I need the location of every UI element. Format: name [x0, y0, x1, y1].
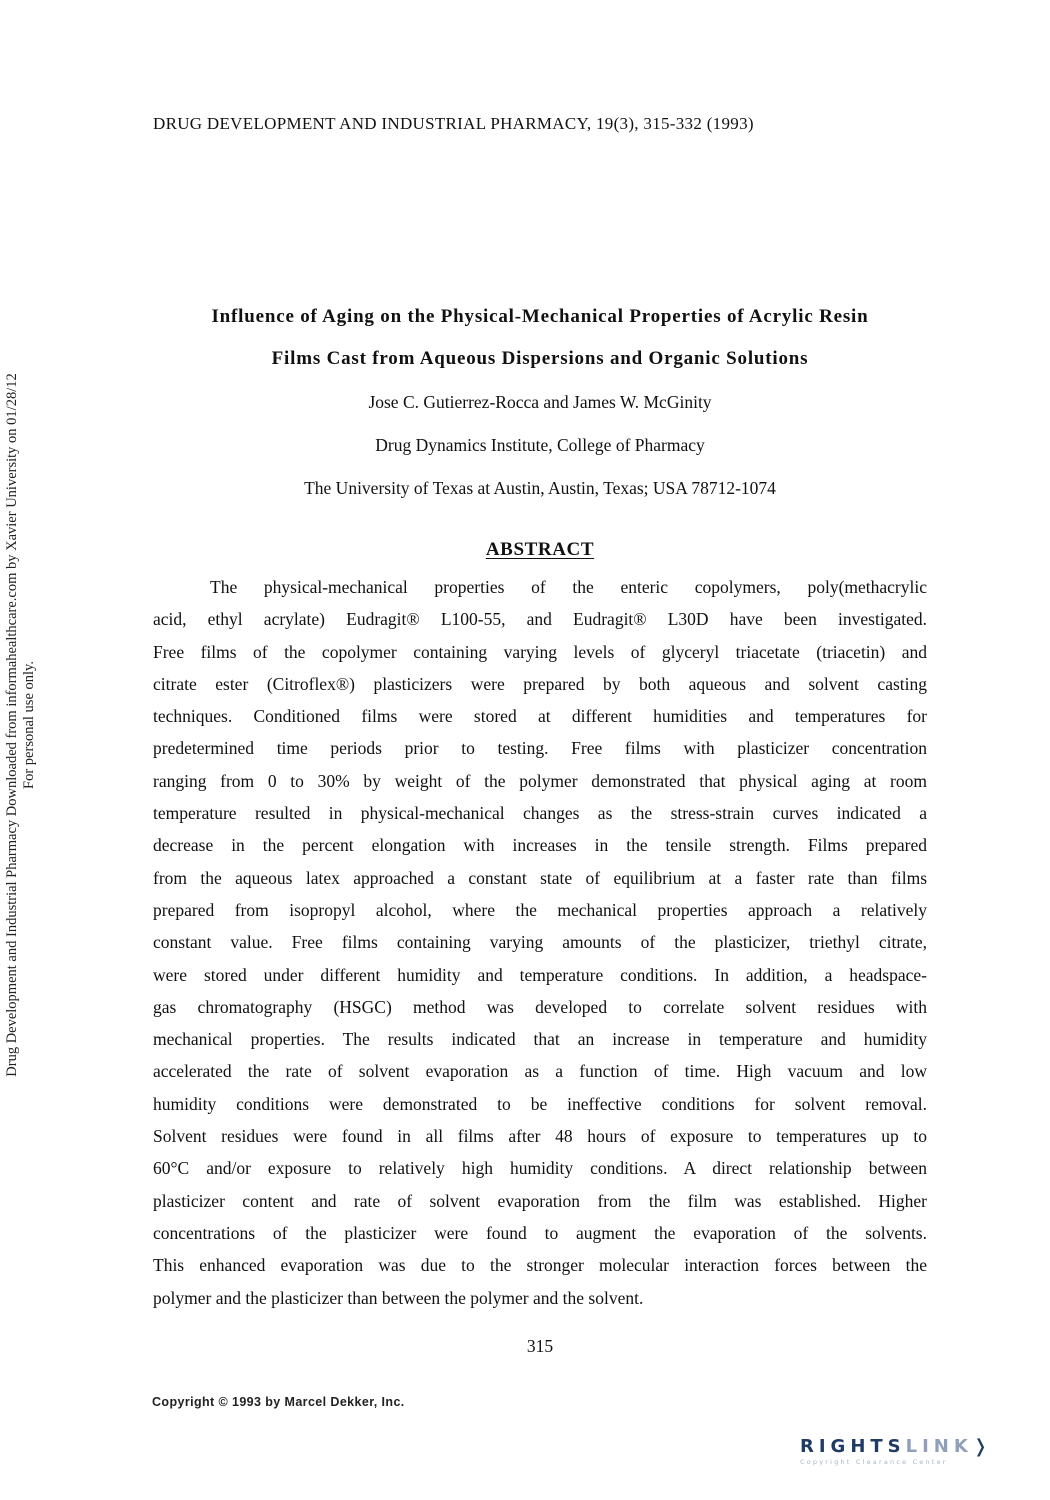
abstract-line: This enhanced evaporation was due to the stronger molecular interaction forces between the [153, 1255, 927, 1276]
copyright-notice: Copyright © 1993 by Marcel Dekker, Inc. [152, 1395, 405, 1409]
abstract-line: mechanical properties. The results indicated that an increase in temperature and humidity [153, 1029, 927, 1050]
rightslink-part2: LINK [905, 1436, 973, 1457]
abstract-body [153, 571, 927, 1314]
rightslink-tagline: Copyright Clearance Center [800, 1458, 948, 1466]
abstract-line: The physical-mechanical properties of the enteric copolymers, poly(methacrylic [210, 577, 927, 597]
abstract-line: Solvent residues were found in all films after 48 hours of exposure to temperatures up to [153, 1126, 927, 1147]
abstract-line: humidity conditions were demonstrated to be ineffective conditions for solvent removal. [153, 1093, 927, 1114]
abstract-line: citrate ester (Citroflex®) plasticizers were prepared by both aqueous and solvent casting [153, 673, 927, 694]
authors: Jose C. Gutierrez-Rocca and James W. McGinity [368, 392, 712, 412]
download-stamp-line1: Drug Development and Industrial Pharmacy Downloaded from informahealthcare.com by Xavier University on 01/28/12 [4, 373, 20, 1077]
abstract-line: predetermined time periods prior to testing. Free films with plasticizer concentration [153, 738, 927, 759]
abstract-line: concentrations of the plasticizer were found to augment the evaporation of the solvents. [153, 1222, 927, 1243]
affiliation-department: Drug Dynamics Institute, College of Pharmacy [375, 435, 705, 455]
rightslink-logo[interactable] [800, 1436, 1030, 1476]
affiliation-university: The University of Texas at Austin, Austin, Texas; USA 78712-1074 [304, 478, 776, 498]
abstract-line: decrease in the percent elongation with increases in the tensile strength. Films prepared [153, 835, 927, 856]
abstract-line: gas chromatography (HSGC) method was developed to correlate solvent residues with [153, 996, 927, 1017]
journal-header: DRUG DEVELOPMENT AND INDUSTRIAL PHARMACY, 19(3), 315-332 (1993) [153, 114, 754, 133]
rightslink-arrow-icon: ❭ [972, 1436, 988, 1457]
abstract-line: prepared from isopropyl alcohol, where the mechanical properties approach a relatively [153, 899, 927, 920]
abstract-line: polymer and the plasticizer than between the polymer and the solvent. [153, 1287, 644, 1308]
abstract-line: plasticizer content and rate of solvent evaporation from the film was established. Higher [153, 1190, 927, 1211]
abstract-line: techniques. Conditioned films were stored at different humidities and temperatures for [153, 706, 927, 727]
download-stamp-line2: For personal use only. [21, 661, 37, 789]
abstract-line: from the aqueous latex approached a constant state of equilibrium at a faster rate than films [153, 867, 927, 888]
abstract-line: 60°C and/or exposure to relatively high humidity conditions. A direct relationship between [153, 1158, 927, 1179]
abstract-line: acid, ethyl acrylate) Eudragit® L100-55, and Eudragit® L30D have been investigated. [153, 609, 927, 630]
article-title-line1: Influence of Aging on the Physical-Mechanical Properties of Acrylic Resin [211, 306, 869, 327]
abstract-line: Free films of the copolymer containing varying levels of glyceryl triacetate (triacetin) and [153, 641, 927, 662]
abstract-line: temperature resulted in physical-mechanical changes as the stress-strain curves indicated a [153, 803, 927, 824]
rightslink-wordmark [800, 1436, 1030, 1457]
article-title-line2: Films Cast from Aqueous Dispersions and Organic Solutions [271, 348, 809, 369]
abstract-line: ranging from 0 to 30% by weight of the polymer demonstrated that physical aging at room [153, 770, 927, 791]
abstract-line: constant value. Free films containing varying amounts of the plasticizer, triethyl citrate, [153, 932, 927, 953]
abstract-heading-text: ABSTRACT [485, 539, 595, 560]
abstract-line: were stored under different humidity and temperature conditions. In addition, a headspace- [153, 964, 927, 985]
page-number: 315 [526, 1336, 554, 1356]
rightslink-part1: RIGHTS [800, 1436, 906, 1457]
abstract-line: accelerated the rate of solvent evaporation as a function of time. High vacuum and low [153, 1061, 927, 1082]
download-stamp [4, 285, 44, 1165]
abstract-heading [150, 539, 930, 561]
